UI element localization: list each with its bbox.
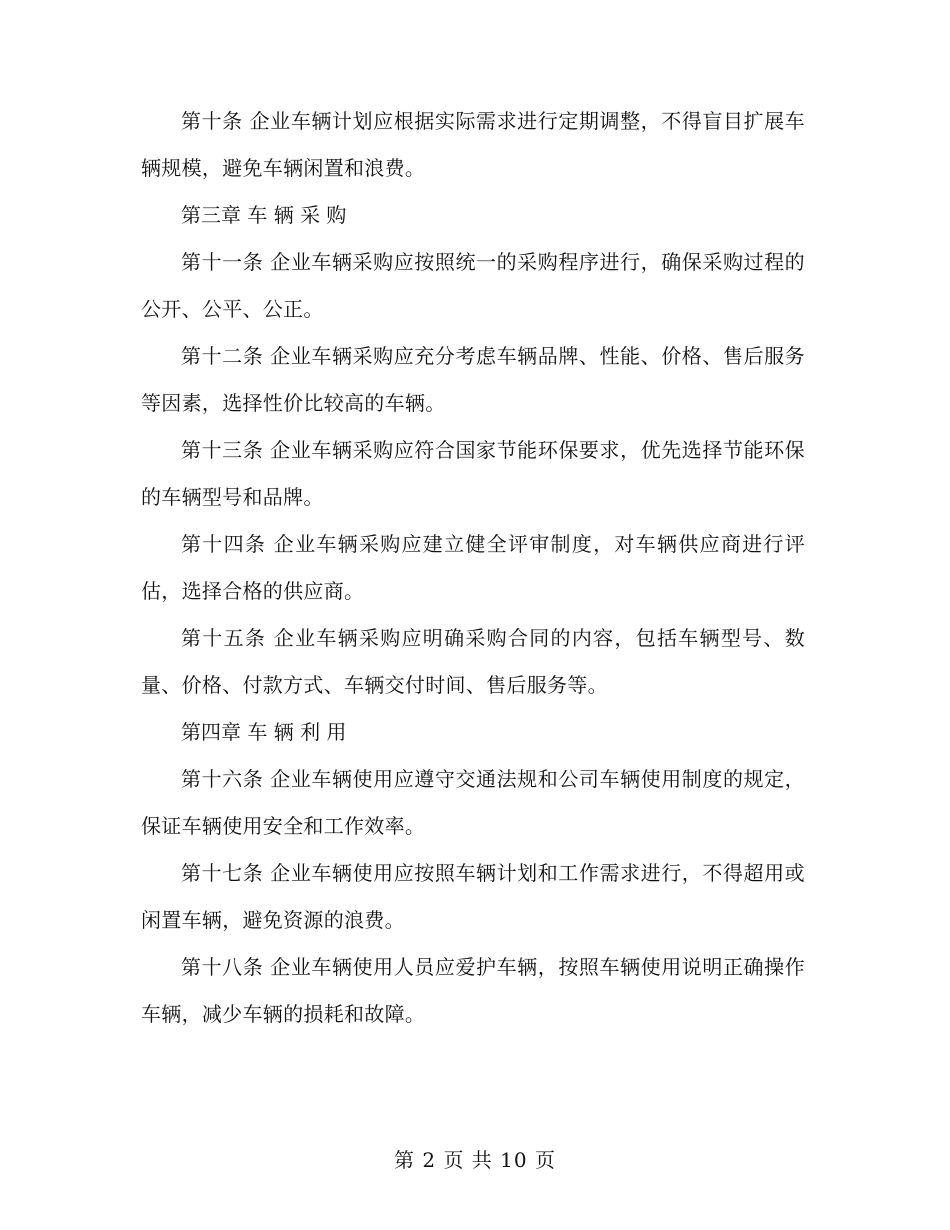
chapter-4-heading: 第四章 车 辆 利 用 xyxy=(181,720,347,744)
article-15: 第十五条 企业车辆采购应明确采购合同的内容，包括车辆型号、数量、价格、付款方式、车辆交付时间、售后服务等。 xyxy=(141,626,805,697)
article-16: 第十六条 企业车辆使用应遵守交通法规和公司车辆使用制度的规定，保证车辆使用安全和工作效率。 xyxy=(141,767,805,838)
article-11: 第十一条 企业车辆采购应按照统一的采购程序进行，确保采购过程的公开、公平、公正。 xyxy=(141,250,805,321)
article-10: 第十条 企业车辆计划应根据实际需求进行定期调整，不得盲目扩展车辆规模，避免车辆闲置和浪费。 xyxy=(141,109,805,180)
article-17: 第十七条 企业车辆使用应按照车辆计划和工作需求进行，不得超用或闲置车辆，避免资源的浪费。 xyxy=(141,861,805,932)
article-14: 第十四条 企业车辆采购应建立健全评审制度，对车辆供应商进行评估，选择合格的供应商。 xyxy=(141,532,805,603)
article-18: 第十八条 企业车辆使用人员应爱护车辆，按照车辆使用说明正确操作车辆，减少车辆的损耗和故障。 xyxy=(141,955,805,1026)
article-12: 第十二条 企业车辆采购应充分考虑车辆品牌、性能、价格、售后服务等因素，选择性价比较高的车辆。 xyxy=(141,344,805,415)
chapter-3-heading: 第三章 车 辆 采 购 xyxy=(181,203,347,227)
document-body xyxy=(141,98,805,1038)
article-13: 第十三条 企业车辆采购应符合国家节能环保要求，优先选择节能环保的车辆型号和品牌。 xyxy=(141,438,805,509)
page-number-footer: 第 2 页 共 10 页 xyxy=(394,1148,556,1172)
